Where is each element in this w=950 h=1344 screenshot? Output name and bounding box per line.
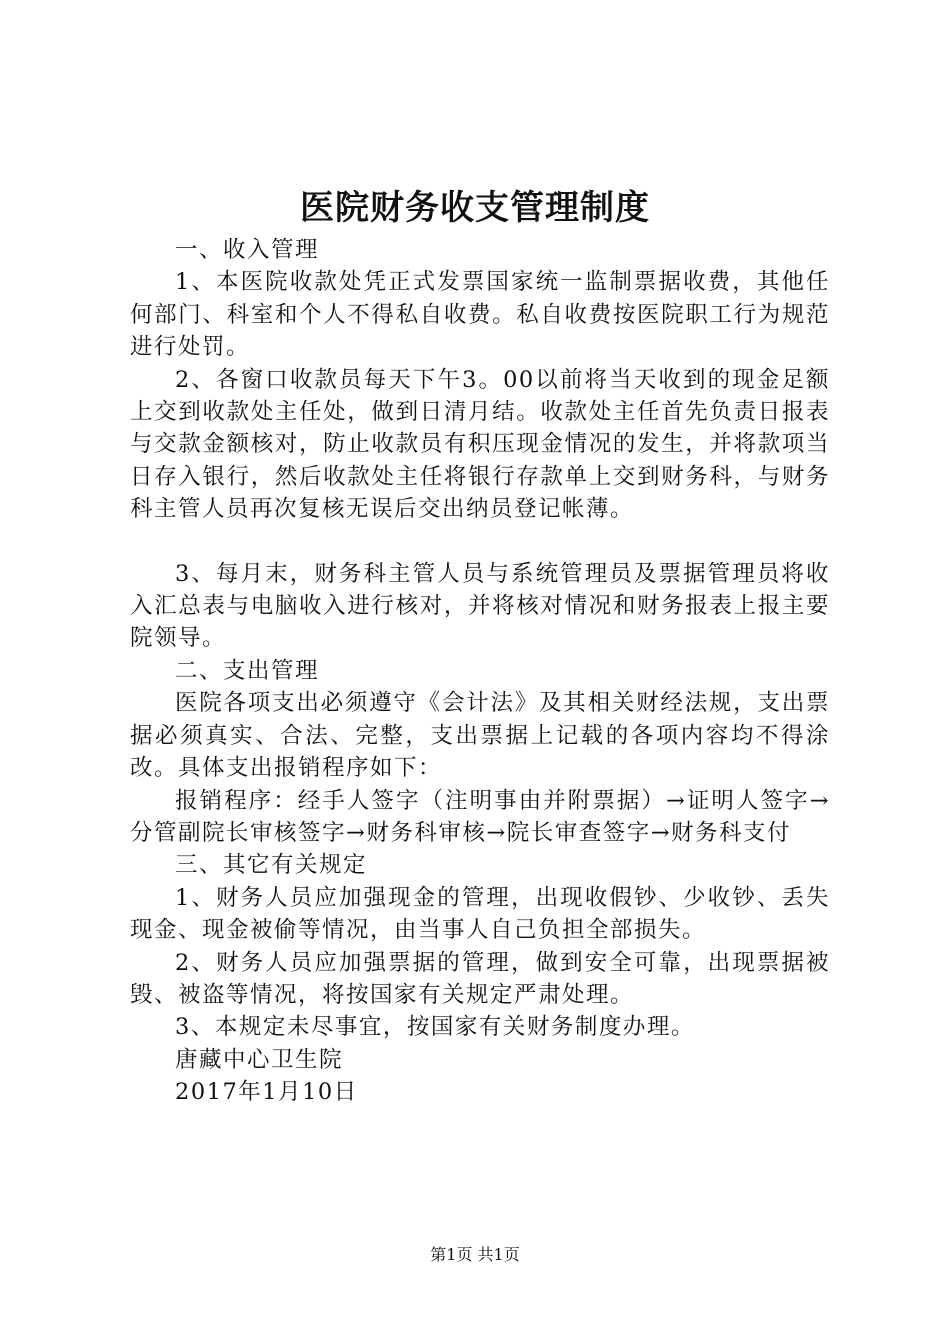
paragraph-reimbursement-procedure: 报销程序：经手人签字（注明事由并附票据）→证明人签字→分管副院长审核签字→财务科审核→院长审查签字→财务科支付 bbox=[130, 787, 830, 846]
paragraph-income-1: 1、本医院收款处凭正式发票国家统一监制票据收费，其他任何部门、科室和个人不得私自收费。私自收费按医院职工行为规范进行处罚。 bbox=[130, 269, 830, 361]
signature-organization: 唐藏中心卫生院 bbox=[175, 1046, 344, 1073]
paragraph-other-3: 3、本规定未尽事宜，按国家有关财务制度办理。 bbox=[175, 1014, 695, 1041]
paragraph-other-1: 1、财务人员应加强现金的管理，出现收假钞、少收钞、丢失现金、现金被偷等情况，由当事人自己负担全部损失。 bbox=[130, 884, 830, 944]
paragraph-income-3: 3、每月末，财务科主管人员与系统管理员及票据管理员将收入汇总表与电脑收入进行核对，并将核对情况和财务报表上报主要院领导。 bbox=[130, 560, 830, 652]
signature-date: 2017年1月10日 bbox=[175, 1079, 358, 1106]
section-heading-other: 三、其它有关规定 bbox=[175, 852, 368, 879]
section-heading-expense: 二、支出管理 bbox=[175, 657, 320, 684]
document-title: 医院财务收支管理制度 bbox=[300, 188, 650, 228]
paragraph-other-2: 2、财务人员应加强票据的管理，做到安全可靠，出现票据被毁、被盗等情况，将按国家有关规定严肃处理。 bbox=[130, 949, 830, 1008]
paragraph-income-2: 2、各窗口收款员每天下午3。00以前将当天收到的现金足额上交到收款处主任处，做到日清月结。收款处主任首先负责日报表与交款金额核对，防止收款员有积压现金情况的发生，并将款项当日存入银行，然后收款处主任将银行存款单上交到财务科，与财务科主管人员再次复核无误后交出纳员登记帐薄。 bbox=[130, 366, 830, 523]
section-heading-income: 一、收入管理 bbox=[175, 237, 320, 263]
page-footer: 第1页 共1页 bbox=[430, 1245, 520, 1264]
document-body bbox=[130, 234, 830, 1109]
paragraph-expense-rules: 医院各项支出必须遵守《会计法》及其相关财经法规，支出票据必须真实、合法、完整，支出票据上记载的各项内容均不得涂改。具体支出报销程序如下： bbox=[130, 690, 830, 782]
